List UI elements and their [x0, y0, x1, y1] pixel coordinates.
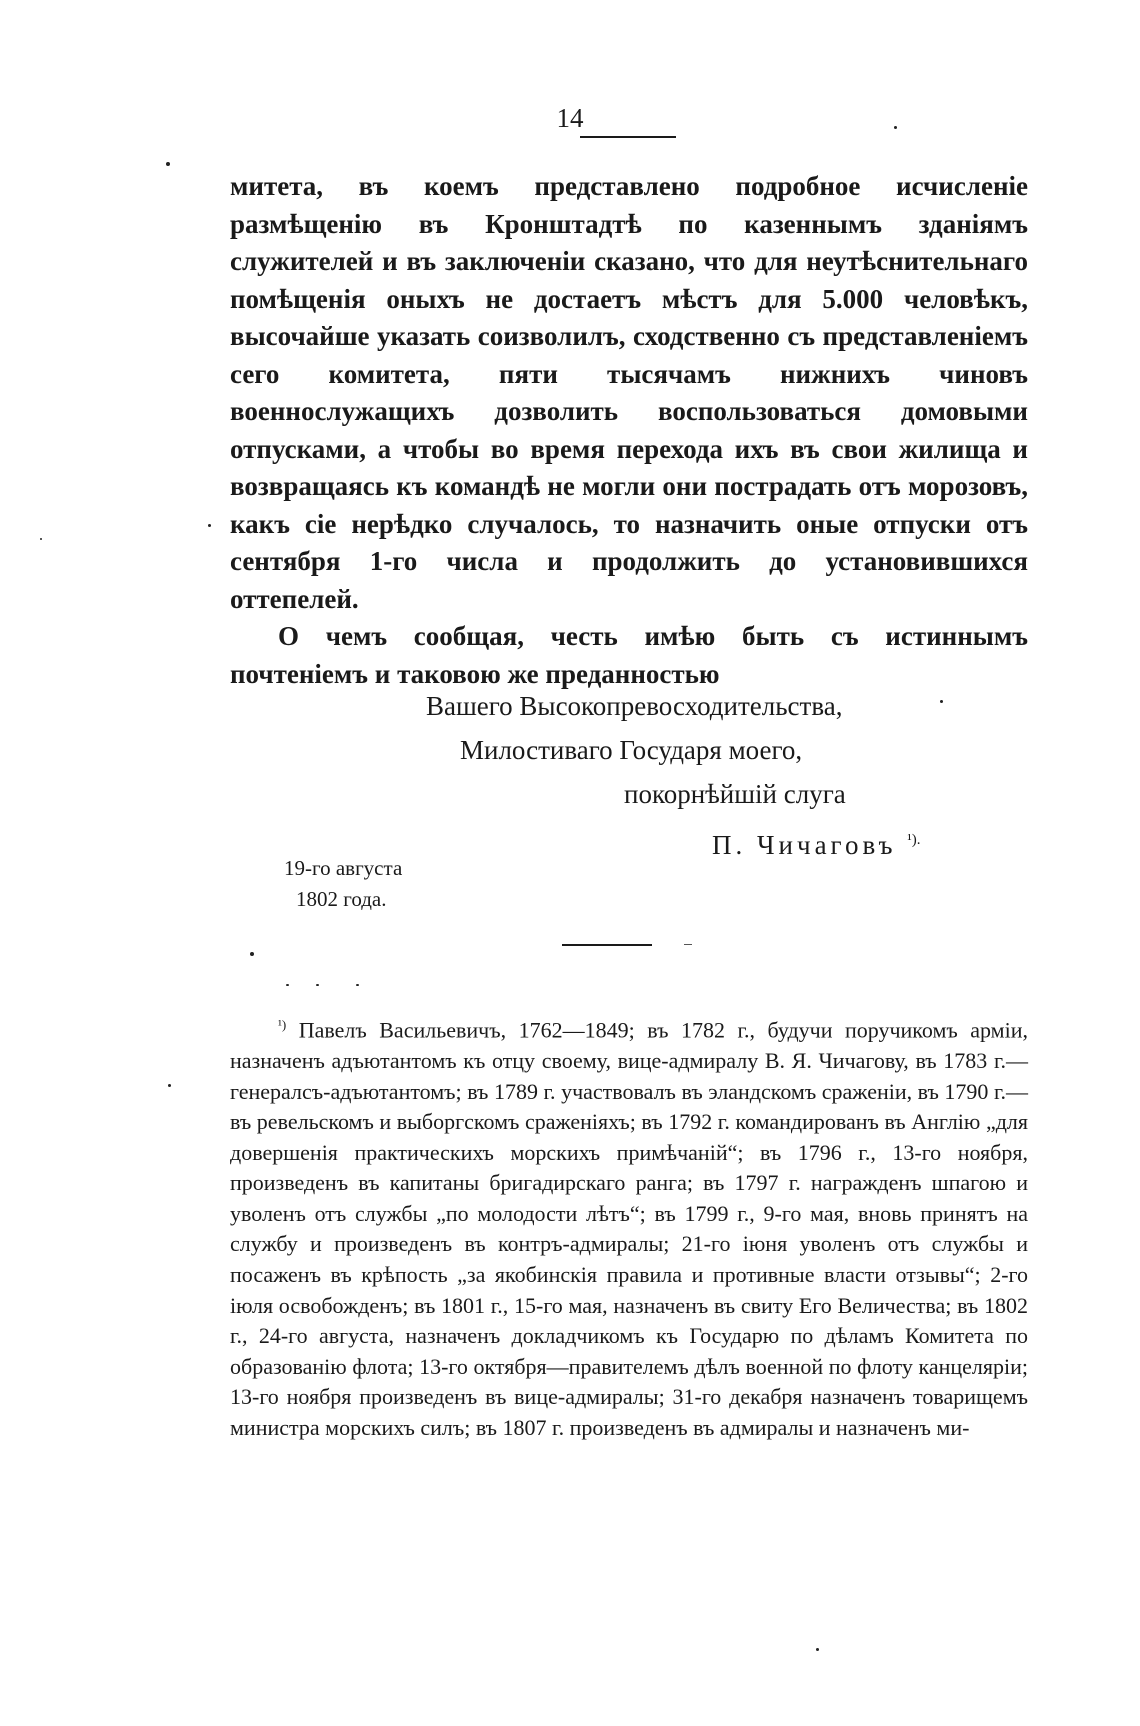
signature: [712, 820, 921, 865]
section-separator-tail: [684, 944, 692, 945]
letter-paragraph-2: О чемъ сообщая, честь имѣю быть съ истиннымъ почтеніемъ и таковою же преданностью: [230, 621, 1028, 689]
footnote-marker: ¹): [278, 1017, 287, 1032]
letter-body: [230, 168, 1028, 693]
scan-speck: [316, 984, 319, 986]
scan-speck: [816, 1648, 819, 1651]
section-separator: [562, 944, 652, 946]
footnote: [230, 1010, 1028, 1444]
scan-speck: [208, 524, 211, 527]
footnote-paragraph: [230, 1010, 1028, 1444]
scan-speck: [356, 984, 359, 986]
signature-name: П. Чичаговъ: [712, 830, 897, 860]
scan-speck: [940, 700, 943, 703]
closing-salutation-line-2: Милостиваго Государя моего,: [460, 735, 803, 765]
date-line-1: 19-го августа: [284, 856, 403, 880]
letter-paragraph-1: митета, въ коемъ представлено подробное исчисленіе размѣщенію въ Кронштадтѣ по казеннымъ зданіямъ служителей и въ заключеніи сказано, что для неутѣснительнаго помѣщенія оныхъ не достаетъ мѣстъ для 5.000 человѣкъ, высочайше указать соизволилъ, сходственно съ представленіемъ сего комитета, пяти тысячамъ нижнихъ чиновъ военнослужащихъ дозволить воспользоваться домовыми отпусками, а чтобы во время перехода ихъ въ свои жилища и возвращаясь къ командѣ не могли они пострадать отъ морозовъ, какъ сіе нерѣдко случалось, то назначить оные отпуски отъ сентября 1-го числа и продолжить до установившихся оттепелей.: [230, 171, 1028, 614]
scan-speck: [168, 1084, 171, 1087]
scan-speck: [286, 984, 289, 986]
closing-salutation-line-3: покорнѣйшій слуга: [624, 779, 846, 809]
scan-speck: [40, 538, 42, 540]
closing-salutation-line-1: Вашего Высокопревосходительства,: [426, 691, 843, 721]
footnote-text: Павелъ Васильевичъ, 1762—1849; въ 1782 г., будучи поручикомъ арміи, назначенъ адъютантомъ къ отцу своему, вице-адмиралу В. Я. Чичагову, въ 1783 г.—генералсъ-адъютантомъ; въ 1789 г. участвовалъ въ эландскомъ сраженіи, въ 1790 г.—въ ревельскомъ и выборгскомъ сраженіяхъ; въ 1792 г. командированъ въ Англію „для довершенія практическихъ морскихъ примѣчаній“; въ 1796 г., 13-го ноября, произведенъ въ капитаны бригадирскаго ранга; въ 1797 г. награжденъ шпагою и уволенъ отъ службы „по молодости лѣтъ“; въ 1799 г., 9-го мая, вновь принятъ на службу и произведенъ въ контръ-адмиралы; 21-го іюня уволенъ отъ службы и посаженъ въ крѣпость „за якобинскія правила и противные власти отзывы“; 2-го іюля освобожденъ; въ 1801 г., 15-го мая, назначенъ въ свиту Его Величества; въ 1802 г., 24-го августа, назначенъ докладчикомъ къ Государю по дѣламъ Комитета по образованію флота; 13-го октября—правителемъ дѣлъ военной по флоту канцеляріи; 13-го ноября произведенъ въ вице-адмиралы; 31-го декабря назначенъ товарищемъ министра морскихъ силъ; въ 1807 г. произведенъ въ адмиралы и назначенъ ми-: [230, 1017, 1028, 1441]
scan-speck: [166, 162, 170, 166]
page-number: 14: [556, 103, 584, 133]
page-number-underline: [580, 136, 676, 138]
scan-speck: [894, 126, 897, 129]
date-line-2: 1802 года.: [296, 887, 387, 911]
signature-footnote-mark: ¹).: [907, 832, 921, 848]
scan-speck: [250, 952, 254, 956]
